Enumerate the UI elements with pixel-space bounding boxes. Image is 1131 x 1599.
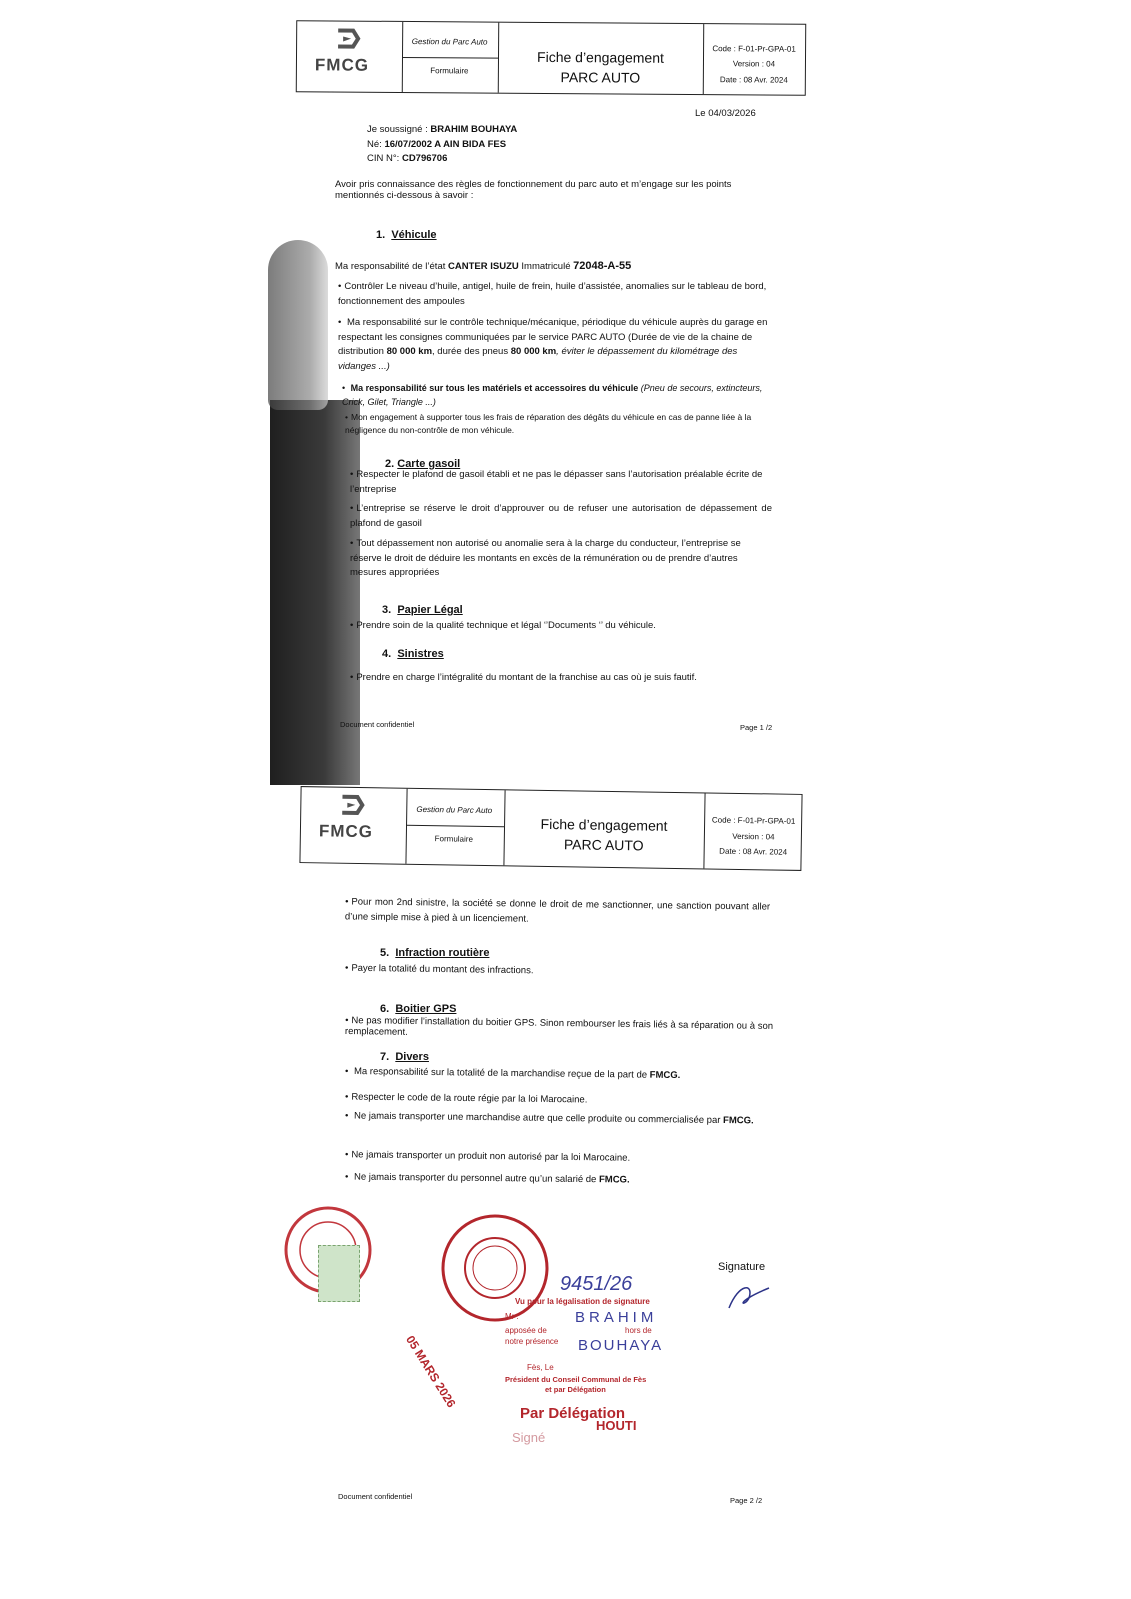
footer-left-p1: Document confidentiel [340, 720, 415, 729]
legalisation-hors: hors de [625, 1326, 652, 1335]
s2-bullet-3: • Tout dépassement non autorisé ou anomalie sera à la charge du conducteur, l’entreprise se réserve le droit de déduire les montants en excès de la rémunération ou de prendre d’autres mesures appropriées [350, 537, 775, 581]
legalisation-number: 9451/26 [560, 1273, 633, 1295]
legalisation-presence: notre présence [505, 1337, 559, 1346]
header-title-1-p2: Fiche d’engagement [540, 815, 668, 834]
header-code-p2: Code : F-01-Pr-GPA-01 [711, 815, 796, 826]
par-delegation: Par Délégation [520, 1405, 626, 1422]
date-stamp: 05 MARS 2026 [403, 1333, 459, 1410]
intro-text: Avoir pris connaissance des règles de fonctionnement du parc auto et m’engage sur les points mentionnés ci-dessous à savoir : [335, 179, 732, 201]
header-date: Date : 08 Avr. 2024 [719, 75, 788, 85]
s7-bullet-3: • Ne jamais transporter une marchandise autre que celle produite ou commercialisée par FMCG. [345, 1110, 773, 1127]
logo-text: FMCG [314, 55, 370, 75]
page-2 [0, 785, 1131, 1599]
legalisation-delegation: et par Délégation [545, 1385, 606, 1394]
header-doc-type: Formulaire [430, 66, 469, 76]
legalisation-appose: apposée de [505, 1326, 547, 1335]
s1-responsibility: Ma responsabilité de l’état CANTER ISUZU Immatriculé 72048-A-55 [335, 260, 632, 272]
s7-bullet-2: • Respecter le code de la route régie par la loi Marocaine. [345, 1091, 588, 1109]
legalisation-name1: BRAHIM [575, 1309, 658, 1326]
identity-block: Je soussigné : BRAHIM BOUHAYA Né: 16/07/2002 A AIN BIDA FES CIN N°: CD796706 [367, 124, 518, 165]
fmcg-logo-icon [339, 794, 365, 816]
section-7-title: 7. Divers [380, 1051, 429, 1063]
signature-mark [724, 1278, 774, 1313]
page-1 [0, 0, 1131, 790]
section-5-title: 5. Infraction routière [380, 947, 490, 959]
header-dept: Gestion du Parc Auto [411, 37, 488, 47]
s7-bullet-5: • Ne jamais transporter du personnel autre qu’un salarié de FMCG. [345, 1171, 630, 1189]
header-version: Version : 04 [732, 59, 776, 69]
s5-bullet-1: • Payer la totalité du montant des infractions. [345, 962, 534, 979]
fmcg-logo-icon [335, 27, 361, 49]
section-2-title: 2. Carte gasoil [385, 458, 461, 470]
fiscal-stamp [318, 1245, 360, 1302]
s1-bullet-2: • Ma responsabilité sur le contrôle technique/mécanique, périodique du véhicule auprès du garage en respectant les consignes communiquées par le service PARC AUTO (Durée de vie de la chaine de distribution 80 000 km, durée des pneus 80 000 km, éviter le dépassement du kilométrage des vidanges ...) [338, 316, 768, 375]
s2-bullet-2: • L’entreprise se réserve le droit d’approuver ou de refuser une autorisation de dépassement de plafond de gasoil [350, 502, 772, 531]
legalisation-fes: Fès, Le [527, 1363, 554, 1372]
legalisation-line1: Vu pour la légalisation de signature [515, 1297, 650, 1306]
s4-bullet-2: • Pour mon 2nd sinistre, la société se donne le droit de me sanctionner, une sanction pouvant aller d’une simple mise à pied à un licenciement. [345, 895, 770, 930]
s1-bullet-3: • Ma responsabilité sur tous les matériels et accessoires du véhicule (Pneu de secours, extincteurs, Crick, Gilet, Triangle ...) [342, 382, 767, 410]
header-version-p2: Version : 04 [732, 831, 775, 842]
date-right: Le 04/03/2026 [695, 108, 756, 119]
signe-label: Signé [512, 1430, 546, 1445]
legalisation-mr: Mr : [505, 1312, 519, 1321]
houti-label: HOUTI [596, 1418, 637, 1433]
header-code: Code : F-01-Pr-GPA-01 [712, 44, 796, 54]
s1-bullet-4: • Mon engagement à supporter tous les frais de réparation des dégâts du véhicule en cas de panne liée à la négligence du non-contrôle de mon véhicule. [345, 411, 765, 437]
header-doc-type-p2: Formulaire [434, 834, 474, 844]
header-title-2-p2: PARC AUTO [563, 836, 644, 854]
page-2-header [299, 786, 802, 871]
section-4-title: 4. Sinistres [382, 648, 444, 660]
header-title-2: PARC AUTO [560, 69, 641, 86]
header-title-1: Fiche d’engagement [537, 48, 664, 66]
s7-bullet-4: • Ne jamais transporter un produit non autorisé par la loi Marocaine. [345, 1148, 630, 1166]
round-stamp-commune [440, 1213, 550, 1323]
section-6-title: 6. Boitier GPS [380, 1003, 457, 1015]
header-dept-p2: Gestion du Parc Auto [416, 804, 493, 816]
logo-text: FMCG [318, 821, 374, 842]
s4-bullet-1: • Prendre en charge l’intégralité du montant de la franchise au cas où je suis fautif. [350, 671, 697, 686]
section-3-title: 3. Papier Légal [382, 604, 463, 616]
fmcg-logo [297, 21, 403, 92]
fmcg-logo-p2 [300, 787, 407, 864]
s2-bullet-1: • Respecter le plafond de gasoil établi et ne pas le dépasser sans l’autorisation préalable écrite de l’entreprise [350, 468, 770, 497]
legalisation-president: Président du Conseil Communal de Fès [505, 1375, 647, 1384]
page-1-header [296, 20, 806, 96]
footer-left-p2: Document confidentiel [338, 1492, 413, 1501]
signature-label: Signature [718, 1261, 766, 1273]
section-1-title: 1. Véhicule [376, 229, 437, 241]
s3-bullet-1: • Prendre soin de la qualité technique et légal ‘’Documents ‘’ du véhicule. [350, 619, 656, 634]
s6-bullet-1: • Ne pas modifier l’installation du boitier GPS. Sinon rembourser les frais liés à sa réparation ou à son remplacement. [345, 1015, 773, 1044]
s1-bullet-1: • Contrôler Le niveau d’huile, antigel, huile de frein, huile d’assistée, anomalies sur le tableau de bord, fonctionnement des ampoules [338, 280, 768, 309]
header-date-p2: Date : 08 Avr. 2024 [719, 846, 788, 857]
legalisation-name2: BOUHAYA [578, 1337, 664, 1354]
photo-shadow-finger [268, 240, 328, 410]
footer-right-p2: Page 2 /2 [730, 1496, 763, 1505]
s7-bullet-1: • Ma responsabilité sur la totalité de la marchandise reçue de la part de FMCG. [345, 1065, 680, 1084]
footer-right-p1: Page 1 /2 [740, 723, 773, 732]
